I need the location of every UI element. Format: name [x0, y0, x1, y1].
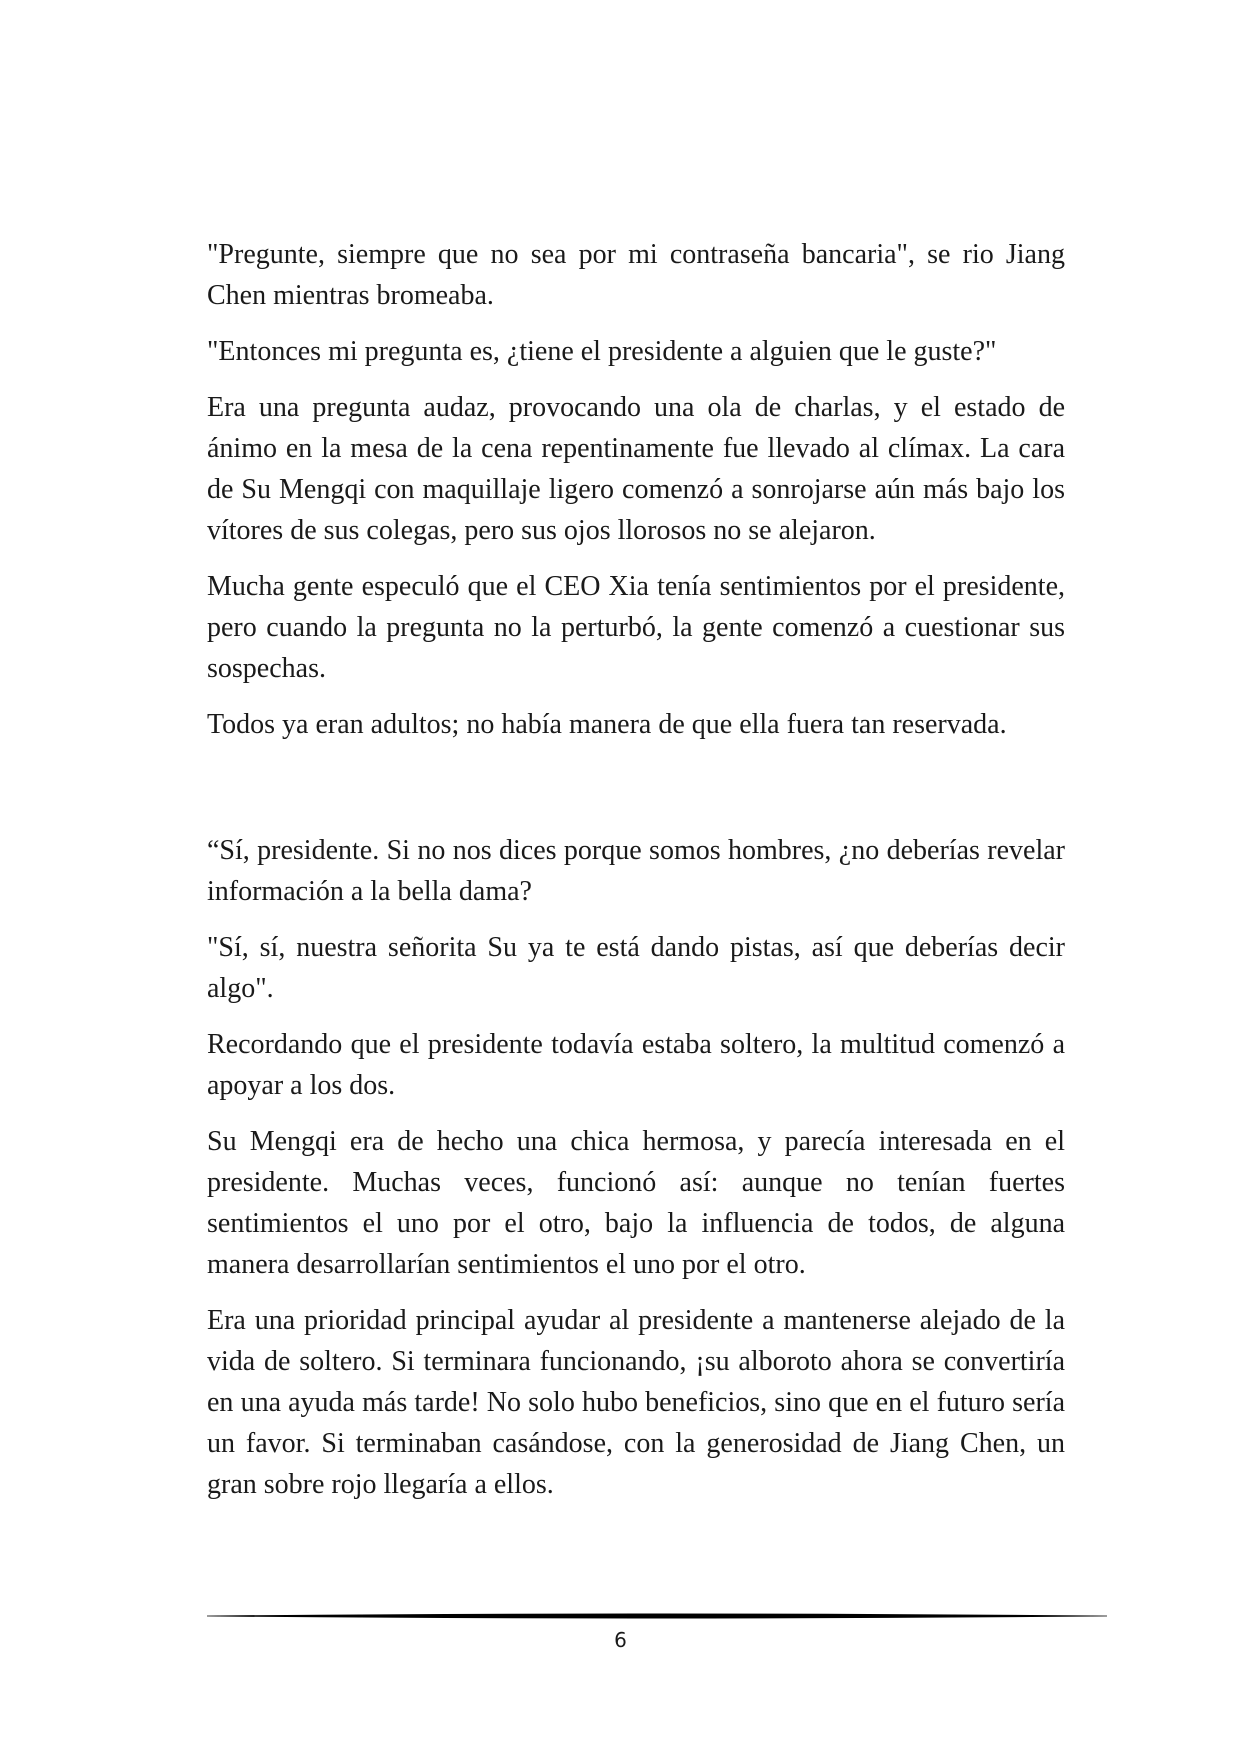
paragraph: "Sí, sí, nuestra señorita Su ya te está dando pistas, así que deberías decir algo".: [207, 932, 1065, 1004]
paragraph: "Entonces mi pregunta es, ¿tiene el presidente a alguien que le guste?": [207, 336, 997, 367]
page-number: 6: [614, 1628, 627, 1652]
paragraph: “Sí, presidente. Si no nos dices porque somos hombres, ¿no deberías revelar información a la bella dama?: [207, 835, 1065, 907]
paragraph: Recordando que el presidente todavía estaba soltero, la multitud comenzó a apoyar a los dos.: [207, 1029, 1065, 1101]
text-section-top: [207, 234, 1065, 760]
paragraph: "Pregunte, siempre que no sea por mi contraseña bancaria", se rio Jiang Chen mientras bromeaba.: [207, 239, 1065, 311]
paragraph: Mucha gente especuló que el CEO Xia tenía sentimientos por el presidente, pero cuando la pregunta no la perturbó, la gente comenzó a cuestionar sus sospechas.: [207, 571, 1065, 684]
paragraph: Era una pregunta audaz, provocando una ola de charlas, y el estado de ánimo en la mesa de la cena repentinamente fue llevado al clímax. La cara de Su Mengqi con maquillaje ligero comenzó a sonrojarse aún más bajo los vítores de sus colegas, pero sus ojos llorosos no se alejaron.: [207, 392, 1065, 546]
paragraph: Su Mengqi era de hecho una chica hermosa, y parecía interesada en el presidente. Muchas veces, funcionó así: aunque no tenían fuertes sentimientos el uno por el otro, bajo la influencia de todos, de alguna manera desarrollarían sentimientos el uno por el otro.: [207, 1126, 1065, 1280]
paragraph: Era una prioridad principal ayudar al presidente a mantenerse alejado de la vida de soltero. Si terminara funcionando, ¡su alboroto ahora se convertiría en una ayuda más tarde! No solo hubo beneficios, sino que en el futuro sería un favor. Si terminaban casándose, con la generosidad de Jiang Chen, un gran sobre rojo llegaría a ellos.: [207, 1305, 1065, 1500]
paragraph: Todos ya eran adultos; no había manera de que ella fuera tan reservada.: [207, 709, 1007, 740]
footer-divider: [207, 1612, 1107, 1620]
text-section-bottom: [207, 830, 1065, 1520]
